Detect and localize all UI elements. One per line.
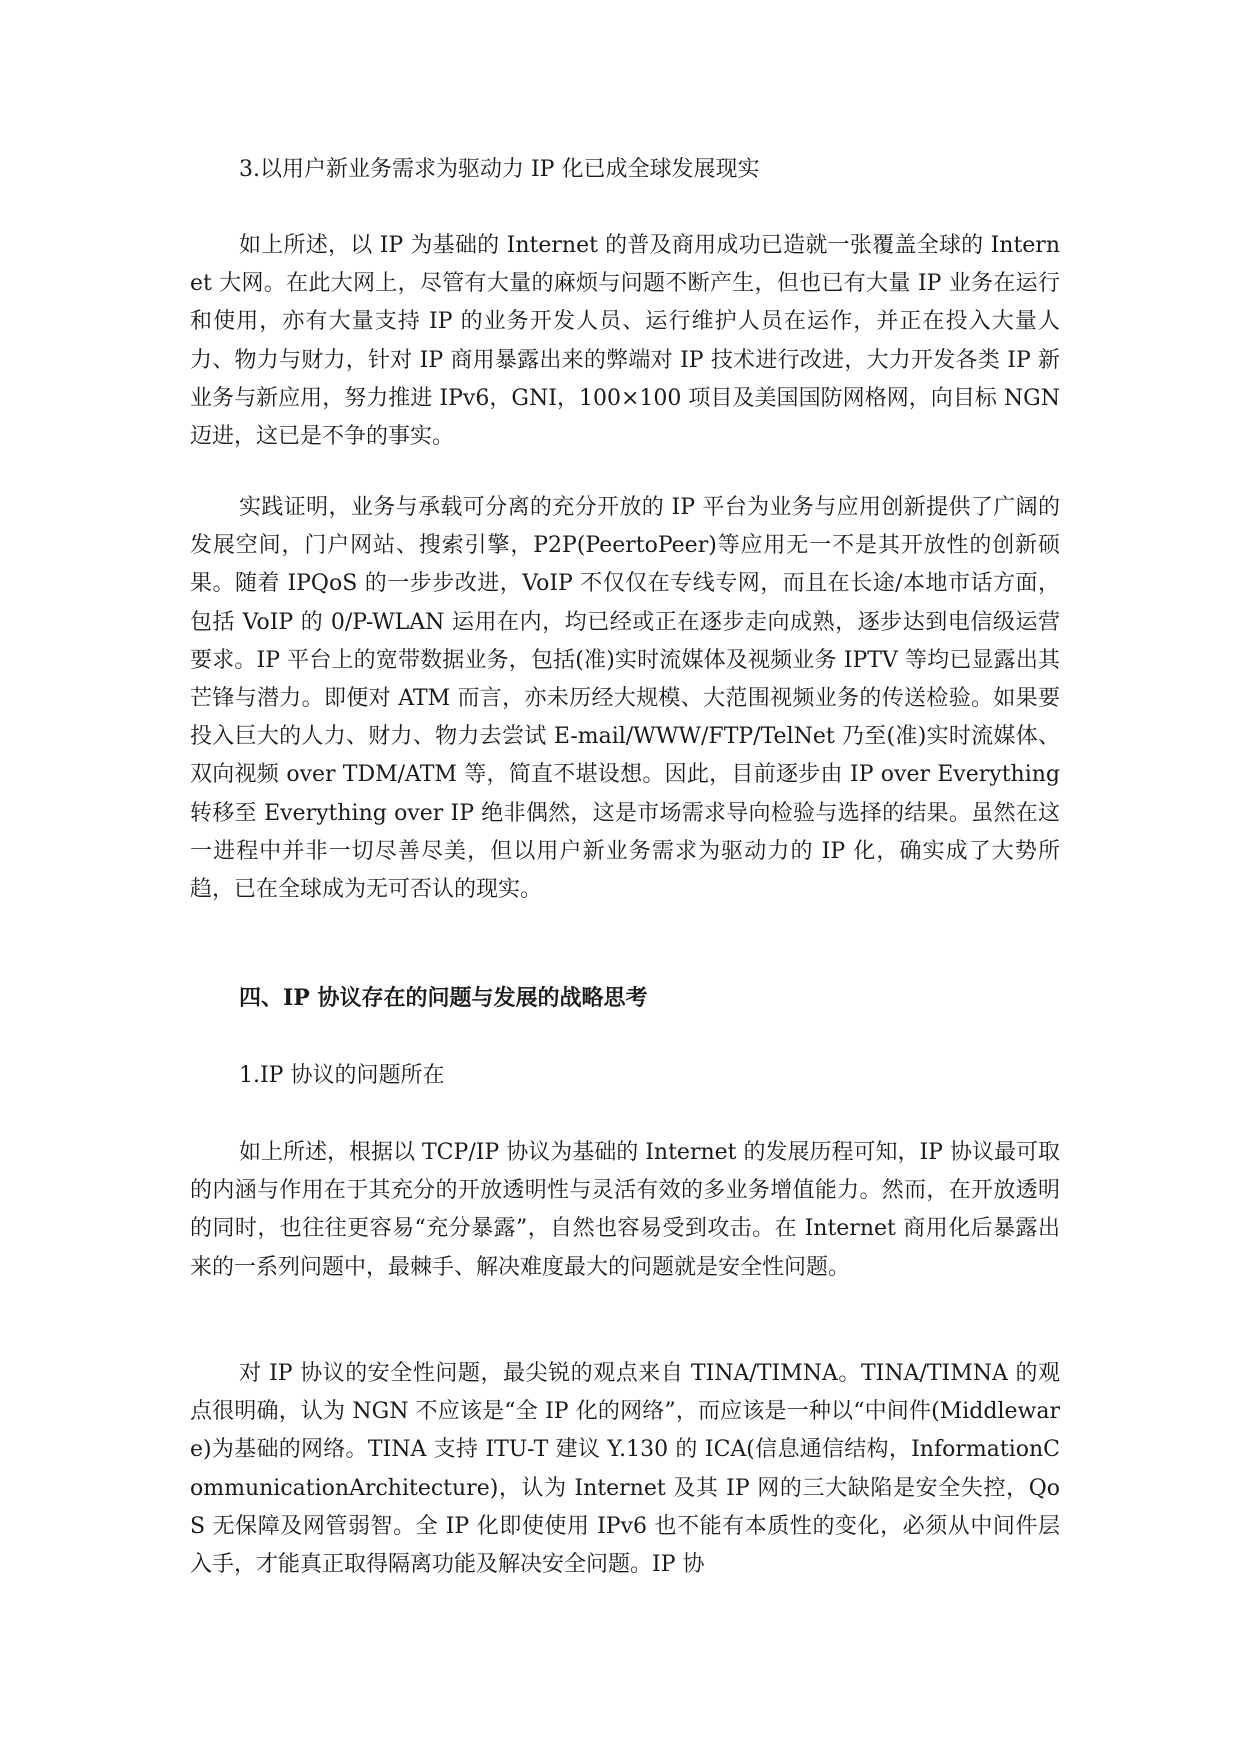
paragraph-practice-proves: 实践证明，业务与承载可分离的充分开放的 IP 平台为业务与应用创新提供了广阔的发展空间，门户网站、搜索引擎，P2P(PeertoPeer)等应用无一不是其开放性的创新硕果。随着 IPQoS 的一步步改进，VoIP 不仅仅在专线专网，而且在长途/本地市话方面，包括 VoIP 的 0/P-WLAN 运用在内，均已经或正在逐步走向成熟，逐步达到电信级运营要求。IP 平台上的宽带数据业务，包括(准)实时流媒体及视频业务 IPTV 等均已显露出其芒锋与潜力。即便对 ATM 而言，亦未历经大规模、大范围视频业务的传送检验。如果要投入巨大的人力、财力、物力去尝试 E-mail/WWW/FTP/TelNet 乃至(准)实时流媒体、双向视频 over TDM/ATM 等，简直不堪设想。因此，目前逐步由 IP over Everything 转移至 Everything over IP 绝非偶然，这是市场需求导向检验与选择的结果。虽然在这一进程中并非一切尽善尽美，但以用户新业务需求为驱动力的 IP 化，确实成了大势所趋，已在全球成为无可否认的现实。 xyxy=(190,495,1060,903)
document-page xyxy=(190,0,1060,1754)
subheading-ip-driven-reality: 3.以用户新业务需求为驱动力 IP 化已成全球发展现实 xyxy=(239,157,760,182)
section-heading-ip-protocol-problems: 四、IP 协议存在的问题与发展的战略思考 xyxy=(239,985,648,1011)
paragraph-tina-timna: 对 IP 协议的安全性问题，最尖锐的观点来自 TINA/TIMNA。TINA/TIMNA 的观点很明确，认为 NGN 不应该是“全 IP 化的网络”，而应该是一种以“中间件(Middleware)为基础的网络。TINA 支持 ITU-T 建议 Y.130 的 ICA(信息通信结构，InformationCommunicationArchitecture)，认为 Internet 及其 IP 网的三大缺陷是安全失控，QoS 无保障及网管弱智。全 IP 化即使使用 IPv6 也不能有本质性的变化，必须从中间件层入手，才能真正取得隔离功能及解决安全问题。IP 协 xyxy=(190,1361,1060,1578)
paragraph-internet-network: 如上所述，以 IP 为基础的 Internet 的普及商用成功已造就一张覆盖全球的 Internet 大网。在此大网上，尽管有大量的麻烦与问题不断产生，但也已有大量 IP 业务在运行和使用，亦有大量支持 IP 的业务开发人员、运行维护人员在运作，并正在投入大量人力、物力与财力，针对 IP 商用暴露出来的弊端对 IP 技术进行改进，大力开发各类 IP 新业务与新应用，努力推进 IPv6，GNI，100×100 项目及美国国防网格网，向目标 NGN 迈进，这已是不争的事实。 xyxy=(190,233,1060,450)
subheading-ip-problems: 1.IP 协议的问题所在 xyxy=(239,1063,445,1088)
paragraph-tcpip-security: 如上所述，根据以 TCP/IP 协议为基础的 Internet 的发展历程可知，IP 协议最可取的内涵与作用在于其充分的开放透明性与灵活有效的多业务增值能力。然而，在开放透明的同时，也往往更容易“充分暴露”，自然也容易受到攻击。在 Internet 商用化后暴露出来的一系列问题中，最棘手、解决难度最大的问题就是安全性问题。 xyxy=(190,1140,1060,1280)
